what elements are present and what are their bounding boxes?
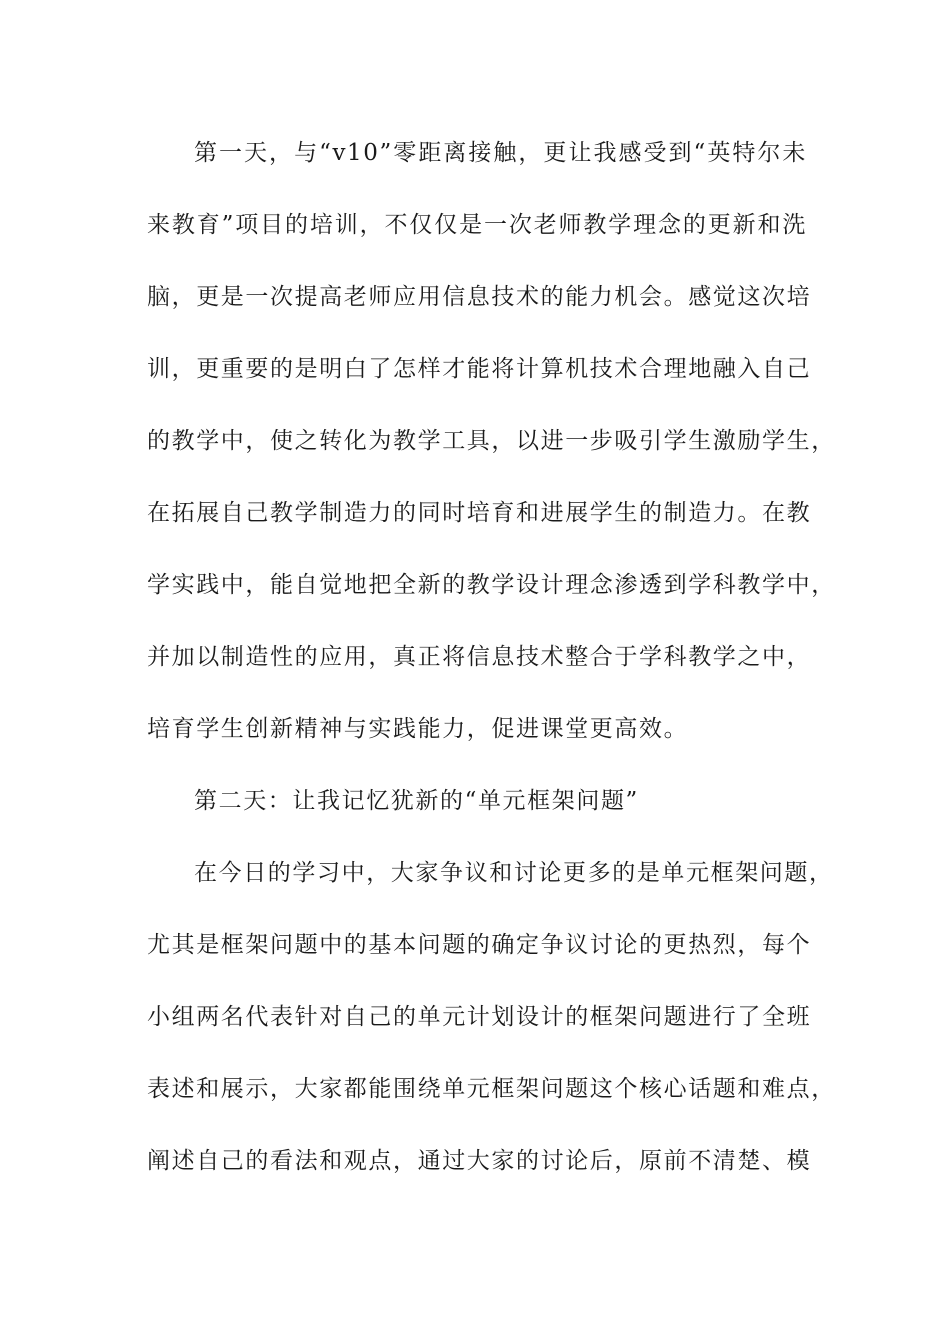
paragraph-1-line-1: 第一天，与“v10”零距离接触，更让我感受到“英特尔未	[194, 140, 807, 166]
paragraph-2-line-4: 表述和展示，大家都能围绕单元框架问题这个核心话题和难点，	[147, 1076, 836, 1102]
paragraph-2-line-3: 小组两名代表针对自己的单元计划设计的框架问题进行了全班	[147, 1004, 812, 1030]
paragraph-1-line-4: 训，更重要的是明白了怎样才能将计算机技术合理地融入自己	[147, 356, 812, 382]
paragraph-2-line-1: 在今日的学习中，大家争议和讨论更多的是单元框架问题，	[194, 860, 834, 886]
paragraph-1-line-2: 来教育”项目的培训，不仅仅是一次老师教学理念的更新和洗	[147, 212, 807, 238]
paragraph-1-line-8: 并加以制造性的应用，真正将信息技术整合于学科教学之中，	[147, 644, 812, 670]
paragraph-1-line-3: 脑，更是一次提高老师应用信息技术的能力机会。感觉这次培	[147, 284, 812, 310]
paragraph-1-line-5: 的教学中，使之转化为教学工具，以进一步吸引学生激励学生，	[147, 428, 836, 454]
paragraph-1-line-7: 学实践中，能自觉地把全新的教学设计理念渗透到学科教学中，	[147, 572, 836, 598]
paragraph-1-line-6: 在拓展自己教学制造力的同时培育和进展学生的制造力。在教	[147, 500, 812, 526]
section-heading-day-two: 第二天：让我记忆犹新的“单元框架问题”	[194, 788, 639, 814]
paragraph-2-line-5: 阐述自己的看法和观点，通过大家的讨论后，原前不清楚、模	[147, 1148, 812, 1174]
paragraph-1-line-9: 培育学生创新精神与实践能力，促进课堂更高效。	[147, 716, 689, 742]
paragraph-2-line-2: 尤其是框架问题中的基本问题的确定争议讨论的更热烈，每个	[147, 932, 812, 958]
